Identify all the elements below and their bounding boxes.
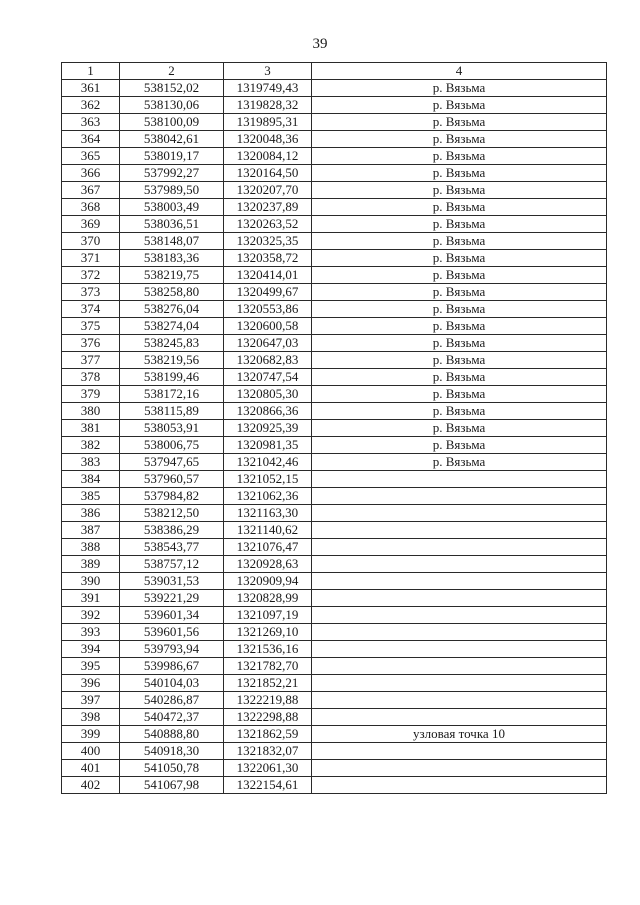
x-coordinate-cell: 538100,09 [120, 114, 224, 131]
header-col-4: 4 [312, 63, 607, 80]
description-cell: узловая точка 10 [312, 726, 607, 743]
description-cell [312, 505, 607, 522]
description-cell [312, 709, 607, 726]
x-coordinate-cell: 538003,49 [120, 199, 224, 216]
x-coordinate-cell: 538276,04 [120, 301, 224, 318]
table-row [62, 148, 607, 165]
table-header [62, 63, 607, 80]
description-cell: р. Вязьма [312, 369, 607, 386]
table-row [62, 522, 607, 539]
point-number-cell: 401 [62, 760, 120, 777]
description-cell [312, 556, 607, 573]
y-coordinate-cell: 1322154,61 [224, 777, 312, 794]
table-row [62, 386, 607, 403]
y-coordinate-cell: 1320263,52 [224, 216, 312, 233]
description-cell [312, 624, 607, 641]
description-cell: р. Вязьма [312, 199, 607, 216]
x-coordinate-cell: 538757,12 [120, 556, 224, 573]
y-coordinate-cell: 1320600,58 [224, 318, 312, 335]
description-cell: р. Вязьма [312, 335, 607, 352]
header-row [62, 63, 607, 80]
table-row [62, 471, 607, 488]
description-cell: р. Вязьма [312, 148, 607, 165]
point-number-cell: 399 [62, 726, 120, 743]
description-cell: р. Вязьма [312, 267, 607, 284]
table-row [62, 539, 607, 556]
x-coordinate-cell: 538219,75 [120, 267, 224, 284]
y-coordinate-cell: 1320981,35 [224, 437, 312, 454]
y-coordinate-cell: 1320866,36 [224, 403, 312, 420]
x-coordinate-cell: 538183,36 [120, 250, 224, 267]
point-number-cell: 370 [62, 233, 120, 250]
table-row [62, 777, 607, 794]
table-row [62, 199, 607, 216]
x-coordinate-cell: 538199,46 [120, 369, 224, 386]
table-row [62, 420, 607, 437]
header-col-2: 2 [120, 63, 224, 80]
y-coordinate-cell: 1320909,94 [224, 573, 312, 590]
table-row [62, 573, 607, 590]
y-coordinate-cell: 1321062,36 [224, 488, 312, 505]
y-coordinate-cell: 1320358,72 [224, 250, 312, 267]
table-row [62, 488, 607, 505]
table-row [62, 216, 607, 233]
table-row [62, 556, 607, 573]
table-row [62, 454, 607, 471]
description-cell: р. Вязьма [312, 352, 607, 369]
table-row [62, 284, 607, 301]
description-cell: р. Вязьма [312, 250, 607, 267]
x-coordinate-cell: 537992,27 [120, 165, 224, 182]
point-number-cell: 385 [62, 488, 120, 505]
point-number-cell: 384 [62, 471, 120, 488]
table-row [62, 437, 607, 454]
y-coordinate-cell: 1321042,46 [224, 454, 312, 471]
table-row [62, 352, 607, 369]
description-cell: р. Вязьма [312, 114, 607, 131]
description-cell [312, 590, 607, 607]
description-cell: р. Вязьма [312, 386, 607, 403]
y-coordinate-cell: 1322219,88 [224, 692, 312, 709]
table-row [62, 318, 607, 335]
y-coordinate-cell: 1321832,07 [224, 743, 312, 760]
point-number-cell: 372 [62, 267, 120, 284]
x-coordinate-cell: 539601,56 [120, 624, 224, 641]
y-coordinate-cell: 1321862,59 [224, 726, 312, 743]
x-coordinate-cell: 537984,82 [120, 488, 224, 505]
point-number-cell: 374 [62, 301, 120, 318]
point-number-cell: 380 [62, 403, 120, 420]
x-coordinate-cell: 538543,77 [120, 539, 224, 556]
point-number-cell: 367 [62, 182, 120, 199]
point-number-cell: 396 [62, 675, 120, 692]
description-cell [312, 760, 607, 777]
table-row [62, 80, 607, 97]
x-coordinate-cell: 539031,53 [120, 573, 224, 590]
x-coordinate-cell: 538274,04 [120, 318, 224, 335]
point-number-cell: 392 [62, 607, 120, 624]
x-coordinate-cell: 538148,07 [120, 233, 224, 250]
x-coordinate-cell: 539221,29 [120, 590, 224, 607]
point-number-cell: 388 [62, 539, 120, 556]
table-row [62, 709, 607, 726]
point-number-cell: 400 [62, 743, 120, 760]
x-coordinate-cell: 540888,80 [120, 726, 224, 743]
table-row [62, 165, 607, 182]
description-cell [312, 471, 607, 488]
x-coordinate-cell: 538212,50 [120, 505, 224, 522]
point-number-cell: 383 [62, 454, 120, 471]
description-cell: р. Вязьма [312, 216, 607, 233]
point-number-cell: 371 [62, 250, 120, 267]
y-coordinate-cell: 1319895,31 [224, 114, 312, 131]
x-coordinate-cell: 540286,87 [120, 692, 224, 709]
y-coordinate-cell: 1319828,32 [224, 97, 312, 114]
y-coordinate-cell: 1320647,03 [224, 335, 312, 352]
point-number-cell: 381 [62, 420, 120, 437]
x-coordinate-cell: 538019,17 [120, 148, 224, 165]
table-row [62, 743, 607, 760]
table-row [62, 760, 607, 777]
table-row [62, 624, 607, 641]
table-row [62, 403, 607, 420]
point-number-cell: 397 [62, 692, 120, 709]
x-coordinate-cell: 538172,16 [120, 386, 224, 403]
y-coordinate-cell: 1320828,99 [224, 590, 312, 607]
description-cell [312, 488, 607, 505]
table-row [62, 607, 607, 624]
point-number-cell: 377 [62, 352, 120, 369]
description-cell: р. Вязьма [312, 284, 607, 301]
y-coordinate-cell: 1320048,36 [224, 131, 312, 148]
point-number-cell: 398 [62, 709, 120, 726]
x-coordinate-cell: 541067,98 [120, 777, 224, 794]
description-cell [312, 675, 607, 692]
x-coordinate-cell: 538152,02 [120, 80, 224, 97]
y-coordinate-cell: 1320553,86 [224, 301, 312, 318]
y-coordinate-cell: 1321852,21 [224, 675, 312, 692]
point-number-cell: 387 [62, 522, 120, 539]
header-col-3: 3 [224, 63, 312, 80]
description-cell: р. Вязьма [312, 80, 607, 97]
header-col-1: 1 [62, 63, 120, 80]
description-cell [312, 692, 607, 709]
x-coordinate-cell: 541050,78 [120, 760, 224, 777]
x-coordinate-cell: 538036,51 [120, 216, 224, 233]
table-row [62, 131, 607, 148]
point-number-cell: 373 [62, 284, 120, 301]
description-cell: р. Вязьма [312, 182, 607, 199]
y-coordinate-cell: 1320682,83 [224, 352, 312, 369]
description-cell: р. Вязьма [312, 403, 607, 420]
description-cell [312, 573, 607, 590]
y-coordinate-cell: 1321269,10 [224, 624, 312, 641]
table-row [62, 726, 607, 743]
point-number-cell: 402 [62, 777, 120, 794]
y-coordinate-cell: 1320164,50 [224, 165, 312, 182]
table-row [62, 267, 607, 284]
point-number-cell: 376 [62, 335, 120, 352]
y-coordinate-cell: 1320805,30 [224, 386, 312, 403]
point-number-cell: 395 [62, 658, 120, 675]
point-number-cell: 363 [62, 114, 120, 131]
coordinates-table [61, 62, 607, 794]
description-cell: р. Вязьма [312, 301, 607, 318]
x-coordinate-cell: 538053,91 [120, 420, 224, 437]
point-number-cell: 365 [62, 148, 120, 165]
y-coordinate-cell: 1320237,89 [224, 199, 312, 216]
description-cell: р. Вязьма [312, 437, 607, 454]
point-number-cell: 375 [62, 318, 120, 335]
table-body [62, 80, 607, 794]
x-coordinate-cell: 540104,03 [120, 675, 224, 692]
point-number-cell: 361 [62, 80, 120, 97]
y-coordinate-cell: 1321536,16 [224, 641, 312, 658]
description-cell [312, 658, 607, 675]
y-coordinate-cell: 1320084,12 [224, 148, 312, 165]
y-coordinate-cell: 1320499,67 [224, 284, 312, 301]
x-coordinate-cell: 537947,65 [120, 454, 224, 471]
y-coordinate-cell: 1320928,63 [224, 556, 312, 573]
x-coordinate-cell: 539986,67 [120, 658, 224, 675]
point-number-cell: 393 [62, 624, 120, 641]
table-row [62, 641, 607, 658]
table-row [62, 250, 607, 267]
description-cell [312, 743, 607, 760]
x-coordinate-cell: 538130,06 [120, 97, 224, 114]
description-cell [312, 777, 607, 794]
y-coordinate-cell: 1321097,19 [224, 607, 312, 624]
point-number-cell: 362 [62, 97, 120, 114]
y-coordinate-cell: 1320325,35 [224, 233, 312, 250]
y-coordinate-cell: 1321140,62 [224, 522, 312, 539]
y-coordinate-cell: 1321782,70 [224, 658, 312, 675]
point-number-cell: 382 [62, 437, 120, 454]
description-cell [312, 539, 607, 556]
table-row [62, 692, 607, 709]
x-coordinate-cell: 538386,29 [120, 522, 224, 539]
point-number-cell: 369 [62, 216, 120, 233]
x-coordinate-cell: 540472,37 [120, 709, 224, 726]
table-row [62, 658, 607, 675]
y-coordinate-cell: 1321163,30 [224, 505, 312, 522]
description-cell [312, 607, 607, 624]
description-cell [312, 641, 607, 658]
y-coordinate-cell: 1320207,70 [224, 182, 312, 199]
x-coordinate-cell: 539793,94 [120, 641, 224, 658]
x-coordinate-cell: 538042,61 [120, 131, 224, 148]
description-cell: р. Вязьма [312, 165, 607, 182]
table-row [62, 182, 607, 199]
table-row [62, 233, 607, 250]
y-coordinate-cell: 1322061,30 [224, 760, 312, 777]
description-cell [312, 522, 607, 539]
y-coordinate-cell: 1321076,47 [224, 539, 312, 556]
point-number-cell: 389 [62, 556, 120, 573]
description-cell: р. Вязьма [312, 454, 607, 471]
table-row [62, 335, 607, 352]
point-number-cell: 366 [62, 165, 120, 182]
table-row [62, 505, 607, 522]
point-number-cell: 391 [62, 590, 120, 607]
y-coordinate-cell: 1319749,43 [224, 80, 312, 97]
table-row [62, 590, 607, 607]
x-coordinate-cell: 540918,30 [120, 743, 224, 760]
x-coordinate-cell: 537960,57 [120, 471, 224, 488]
table-row [62, 675, 607, 692]
y-coordinate-cell: 1320414,01 [224, 267, 312, 284]
description-cell: р. Вязьма [312, 131, 607, 148]
x-coordinate-cell: 537989,50 [120, 182, 224, 199]
point-number-cell: 390 [62, 573, 120, 590]
x-coordinate-cell: 538115,89 [120, 403, 224, 420]
table-row [62, 114, 607, 131]
x-coordinate-cell: 538245,83 [120, 335, 224, 352]
point-number-cell: 379 [62, 386, 120, 403]
y-coordinate-cell: 1320747,54 [224, 369, 312, 386]
table-row [62, 301, 607, 318]
point-number-cell: 368 [62, 199, 120, 216]
description-cell: р. Вязьма [312, 233, 607, 250]
point-number-cell: 364 [62, 131, 120, 148]
x-coordinate-cell: 538006,75 [120, 437, 224, 454]
description-cell: р. Вязьма [312, 318, 607, 335]
point-number-cell: 378 [62, 369, 120, 386]
description-cell: р. Вязьма [312, 420, 607, 437]
x-coordinate-cell: 539601,34 [120, 607, 224, 624]
y-coordinate-cell: 1321052,15 [224, 471, 312, 488]
point-number-cell: 386 [62, 505, 120, 522]
page-number: 39 [312, 36, 328, 52]
x-coordinate-cell: 538219,56 [120, 352, 224, 369]
y-coordinate-cell: 1320925,39 [224, 420, 312, 437]
x-coordinate-cell: 538258,80 [120, 284, 224, 301]
y-coordinate-cell: 1322298,88 [224, 709, 312, 726]
description-cell: р. Вязьма [312, 97, 607, 114]
point-number-cell: 394 [62, 641, 120, 658]
table-row [62, 97, 607, 114]
table-row [62, 369, 607, 386]
